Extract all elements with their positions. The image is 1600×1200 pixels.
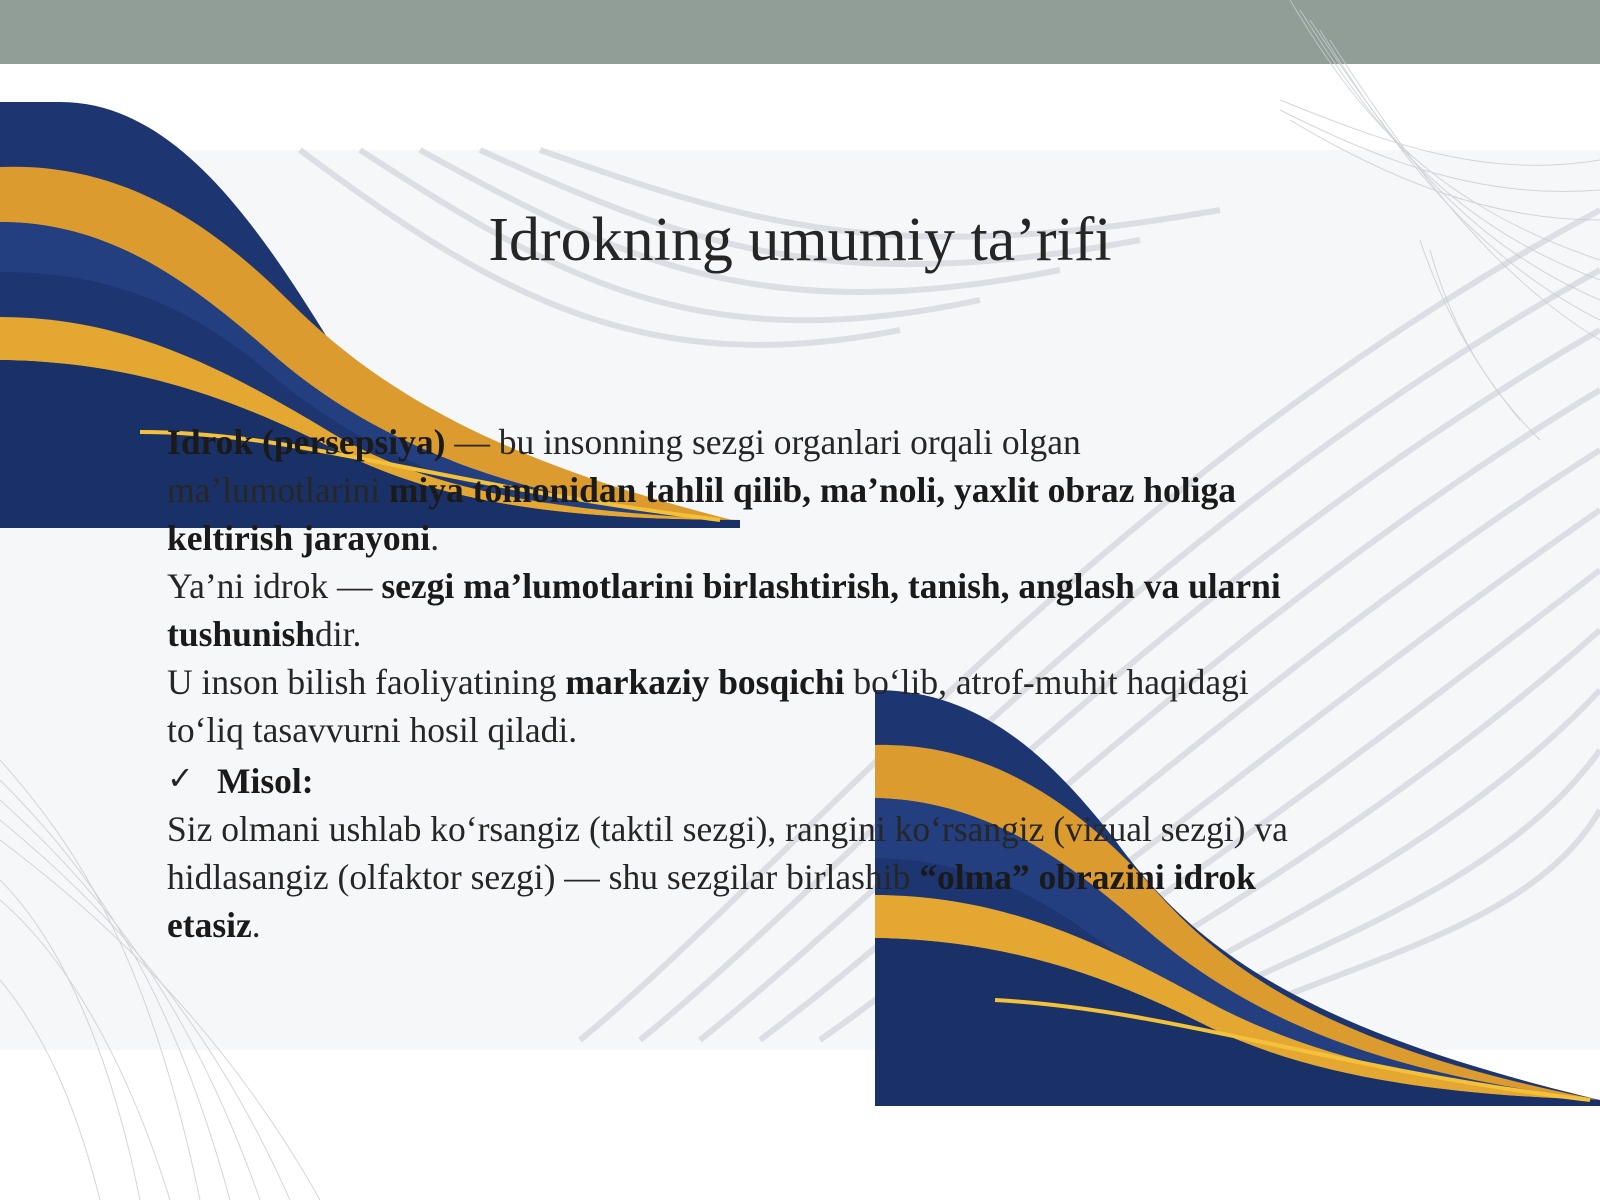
definition-paragraph (167, 418, 1302, 562)
explanation-end: dir. (315, 614, 362, 654)
definition-end: . (430, 518, 440, 558)
definition-bold: miya tomonidan tahlil qilib, ma’noli, yaxlit obraz holiga keltirish jarayoni (167, 470, 1236, 558)
checkmark-icon: ✓ (167, 760, 194, 796)
example-label-row (167, 754, 1302, 805)
body-text (167, 418, 1302, 949)
example-text: Siz olmani ushlab ko‘rsangiz (taktil sezgi), rangini ko‘rsangiz (vizual sezgi) va hidlasangiz (olfaktor sezgi) — shu sezgilar birlashib (167, 809, 1288, 897)
example-label: Misol: (217, 761, 314, 801)
example-bold: “olma” obrazini idrok etasiz (167, 857, 1256, 945)
role-text: U inson bilish faoliyatining (167, 662, 566, 702)
example-end: . (251, 905, 261, 945)
role-bold: markaziy bosqichi (565, 662, 845, 702)
thin-swirl-lines-right (1280, 0, 1600, 440)
term-idrok: Idrok (persepsiya) (167, 422, 446, 462)
role-paragraph (167, 658, 1302, 754)
slide-title: Idrokning umumiy ta’rifi (488, 206, 1112, 274)
example-paragraph (167, 805, 1302, 949)
explanation-text: Ya’ni idrok — (167, 566, 382, 606)
role-text-end: bo‘lib, atrof-muhit haqidagi to‘liq tasavvurni hosil qiladi. (167, 662, 1249, 750)
explanation-bold: sezgi ma’lumotlarini birlashtirish, tanish, anglash va ularni tushunish (167, 566, 1281, 654)
explanation-paragraph (167, 562, 1302, 658)
definition-text: — bu insonning sezgi organlari orqali olgan ma’lumotlarini (167, 422, 1081, 510)
